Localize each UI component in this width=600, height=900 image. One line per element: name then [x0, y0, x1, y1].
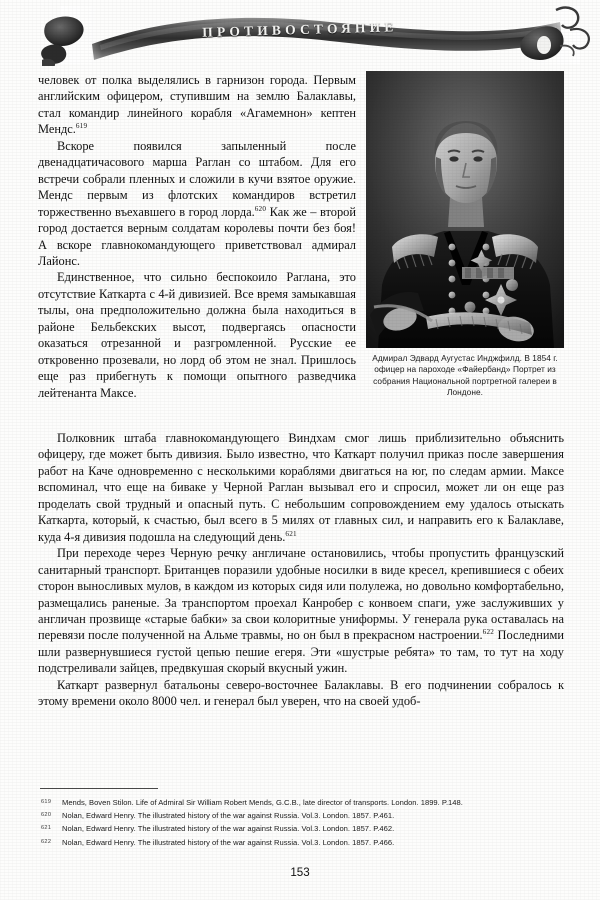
paragraph-text: При переходе через Черную речку англичане остановились, чтобы пропустить французский санитарный транспорт. Британцев поразили удобные носилки в виде кресел, крепившиеся с обеих сторон выносливых мулов, в каждом из которых сидя или полулежа, но довольно комфортабельно, размещались раненые. За транспортом проехал Канробер с конвоем спаги, уже заслуживших у англичан прозвище «старые бабки» за свои колоритные униформы. У генерала рука оставалась на перевязи после полученной на Альме травмы, но он был в прекрасном настроении.: [38, 546, 564, 643]
paragraph-text: человек от полка выделялись в гарнизон города. Первым английским офицером, ступившим на землю Балаклавы, стал командир линейного корабля «Агамемнон» кептен Мендс.: [38, 73, 356, 137]
portrait-illustration: [366, 71, 564, 348]
paragraph-cathcart-deploy: [38, 677, 564, 710]
page-header-banner: [0, 0, 600, 66]
page-number: 153: [290, 866, 310, 879]
footnote-item: [38, 836, 564, 849]
paragraph-cathcart-missing: [38, 269, 356, 401]
footnote-number: 621: [41, 825, 52, 832]
footnote-text: Mends, Boven Stilon. Life of Admiral Sir William Robert Mends, G.C.B., late director of transports. London. 1899. P.148.: [62, 798, 463, 807]
paragraph-windham: [38, 430, 564, 545]
banner-title: ПРОТИВОСТОЯНИЕ: [202, 19, 398, 40]
footnote-ref-621[interactable]: 621: [285, 529, 297, 538]
paragraph-text-after: Как же – второй город достается верным солдатам королевы почти без боя! А вскоре главнокомандующего приветствовал адмирал Лайонс.: [38, 204, 356, 268]
paragraph-text: Полковник штаба главнокомандующего Виндхам смог лишь приблизительно объяснить офицеру, где может быть дивизия. Было известно, что Каткарт получил приказ после завершения работ на Каче одновременно с несколькими кораблями двигаться на юг, по следам армии. Максе вспоминал, что еще на биваке у Черной Раглан вызывал его и спросил, может ли он еще раз проделать свой трудный и опасный путь. С небольшим сопровождением ему удалось отыскать Каткарта, который, к счастью, был всего в 5 милях от главных сил, и направить его к Балаклаве, куда 4-я дивизия подошла на следующий день.: [38, 431, 564, 544]
text-column-left: [38, 72, 356, 401]
paragraph-raglan-arrival: [38, 138, 356, 270]
footnote-separator-rule: [40, 788, 158, 789]
footnote-text: Nolan, Edward Henry. The illustrated history of the war against Russia. Vol.3. London. 1857. P.462.: [62, 824, 395, 834]
paragraph-text: Единственное, что сильно беспокоило Раглана, это отсутствие Каткарта с 4-й дивизией. Все время замыкавшая тылы, она предположительно должна была находиться в районе Бельбекских высот, подвергаясь опасности оказаться отрезанной и разгромленной. Русские ее откровенно прозевали, но лорд об этом не знал. Пришлось еще раз прибегнуть к помощи опытного разведчика лейтенанта Максе.: [38, 270, 356, 400]
footnote-item: [38, 809, 564, 822]
ribbon-graphic: [0, 0, 600, 66]
footnote-ref-622[interactable]: 622: [482, 628, 495, 637]
paragraph-chernaya-crossing: [38, 545, 564, 677]
footnote-text: Nolan, Edward Henry. The illustrated history of the war against Russia. Vol.3. London. 1857. P.461.: [62, 811, 395, 821]
portrait-image: [366, 71, 564, 348]
figure-admiral-portrait: [366, 71, 564, 399]
footnote-item: [38, 822, 564, 835]
paragraph-garrison: [38, 72, 356, 138]
paragraph-text: Каткарт развернул батальоны северо-восточнее Балаклавы. В его подчинении собралось к этому времени около 8000 чел. и генерал был уверен, что на своей удоб-: [38, 677, 564, 709]
footnotes-section: [38, 788, 564, 849]
paragraph-text-after: Последними шли развернувшиеся густой цепью пешие егеря. Эти «шустрые ребята» то там, то тут на ходу подстреливали зайцев, предвкушая скорый вкусный ужин.: [38, 628, 565, 676]
paragraph-text: Вскоре появился запыленный после двенадцатичасового марша Раглан со штабом. Для его встречи собрали пленных и сложили в кучи взятое оружие. Мендс первым из флотских командиров встретил торжественно въехавшего в город лорда.: [38, 138, 356, 219]
footnote-ref-620[interactable]: 620: [254, 204, 267, 213]
figure-caption: Адмирал Эдвард Аугустас Инджфилд. В 1854 г. офицер на пароходе «Файербанд» Портрет из собрания Национальной портретной галереи в Лондоне.: [372, 353, 558, 398]
footnote-number: 619: [41, 799, 52, 805]
footnote-number: 622: [41, 838, 52, 845]
footnote-item: [38, 796, 564, 809]
footnote-text: Nolan, Edward Henry. The illustrated history of the war against Russia. Vol.3. London. 1857. P.466.: [62, 837, 395, 847]
text-body-full-width: [38, 430, 564, 710]
footnote-ref-619[interactable]: 619: [75, 122, 88, 131]
footnote-number: 620: [41, 812, 52, 819]
